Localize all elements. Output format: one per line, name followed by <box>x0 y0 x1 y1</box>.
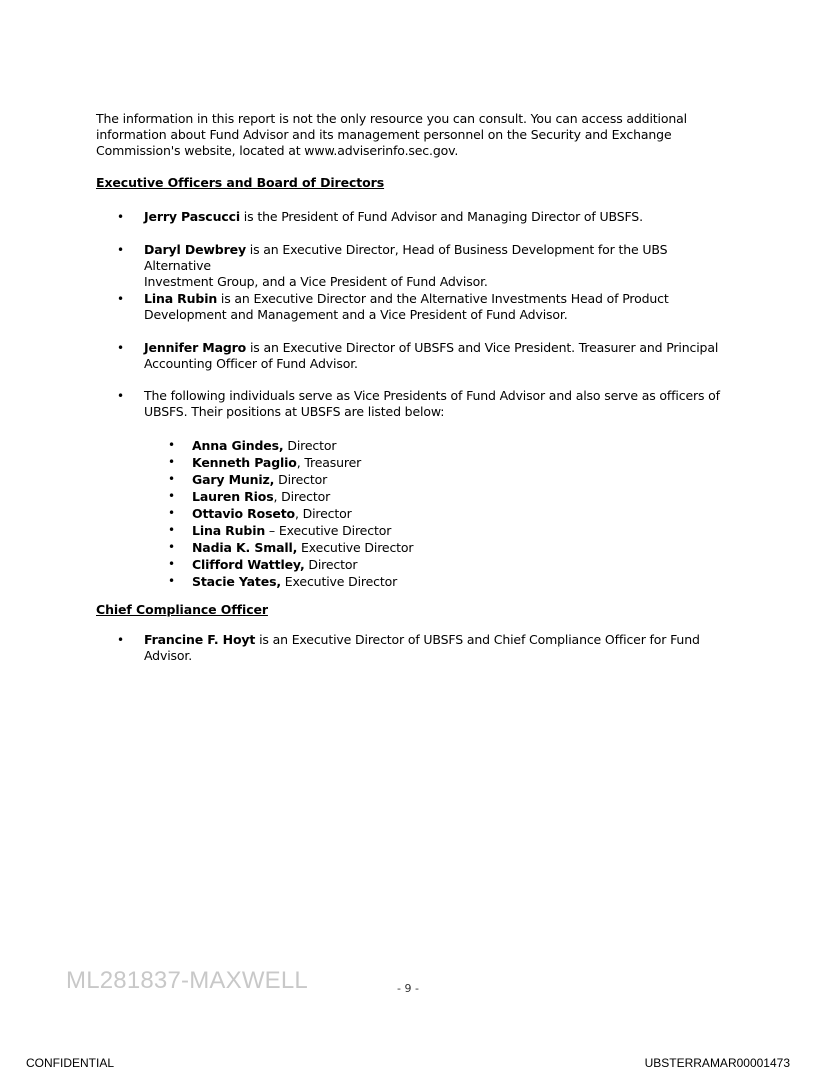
executive-description: is the President of Fund Advisor and Managing Director of UBSFS. <box>239 209 643 224</box>
confidential-label: CONFIDENTIAL <box>26 1056 115 1070</box>
executive-name: Daryl Dewbrey <box>144 242 246 257</box>
executive-description: is an Executive Director and the Alternative Investments Head of Product <box>217 291 669 306</box>
vp-name: Kenneth Paglio <box>192 455 297 470</box>
intro-line: Commission's website, located at www.adviserinfo.sec.gov. <box>96 143 459 158</box>
executive-description-cont: Accounting Officer of Fund Advisor. <box>144 356 358 371</box>
executive-name: Jerry Pascucci <box>144 209 240 224</box>
vp-name: Lina Rubin <box>192 523 266 538</box>
vp-name: Clifford Wattley, <box>192 557 305 572</box>
vp-role: Director <box>304 557 358 572</box>
bullet-icon: • <box>168 506 175 520</box>
chief-compliance-heading: Chief Compliance Officer <box>96 602 268 617</box>
intro-paragraph <box>96 111 736 159</box>
vp-role: Executive Director <box>280 574 398 589</box>
bullet-icon: • <box>117 389 124 403</box>
bullet-icon: • <box>117 633 124 647</box>
executive-name: Jennifer Magro <box>144 340 247 355</box>
executive-name: Lina Rubin <box>144 291 218 306</box>
executive-description-cont: Development and Management and a Vice President of Fund Advisor. <box>144 307 568 322</box>
executive-description: is an Executive Director of UBSFS and Vice President. Treasurer and Principal <box>246 340 719 355</box>
bullet-icon: • <box>168 438 175 452</box>
cco-description: is an Executive Director of UBSFS and Chief Compliance Officer for Fund <box>255 632 700 647</box>
vp-intro-line: UBSFS. Their positions at UBSFS are listed below: <box>144 404 445 419</box>
vp-role: , Director <box>273 489 331 504</box>
bullet-icon: • <box>168 472 175 486</box>
vp-role: Director <box>283 438 337 453</box>
bullet-icon: • <box>117 210 124 224</box>
bullet-icon: • <box>117 243 124 257</box>
executive-officers-heading: Executive Officers and Board of Directors <box>96 175 385 190</box>
bullet-icon: • <box>168 540 175 554</box>
vp-name: Nadia K. Small, <box>192 540 298 555</box>
executive-description: is an Executive Director, Head of Business Development for the UBS Alternative <box>144 242 668 273</box>
vp-role: Executive Director <box>297 540 414 555</box>
bates-number: UBSTERRAMAR00001473 <box>644 1056 790 1070</box>
executive-description-cont: Investment Group, and a Vice President of Fund Advisor. <box>144 274 488 289</box>
intro-line: information about Fund Advisor and its management personnel on the Security and Exchange <box>96 127 672 142</box>
intro-line: The information in this report is not the only resource you can consult. You can access additional <box>96 111 687 126</box>
bullet-icon: • <box>117 341 124 355</box>
bullet-icon: • <box>168 489 175 503</box>
vp-role: Director <box>274 472 328 487</box>
vp-role: , Treasurer <box>296 455 362 470</box>
vp-name: Stacie Yates, <box>192 574 281 589</box>
bullet-icon: • <box>168 557 175 571</box>
bullet-icon: • <box>168 574 175 588</box>
vp-role: , Director <box>294 506 352 521</box>
vp-name: Gary Muniz, <box>192 472 275 487</box>
bullet-icon: • <box>117 292 124 306</box>
vp-name: Anna Gindes, <box>192 438 284 453</box>
cco-description-cont: Advisor. <box>144 648 193 663</box>
document-watermark: ML281837-MAXWELL <box>66 967 308 994</box>
vp-intro-line: The following individuals serve as Vice Presidents of Fund Advisor and also serve as officers of <box>144 388 720 403</box>
vp-role: – Executive Director <box>265 523 392 538</box>
page-number: - 9 - <box>397 982 419 995</box>
bullet-icon: • <box>168 523 175 537</box>
bullet-icon: • <box>168 455 175 469</box>
vp-name: Ottavio Roseto <box>192 506 295 521</box>
vp-name: Lauren Rios <box>192 489 274 504</box>
cco-name: Francine F. Hoyt <box>144 632 256 647</box>
